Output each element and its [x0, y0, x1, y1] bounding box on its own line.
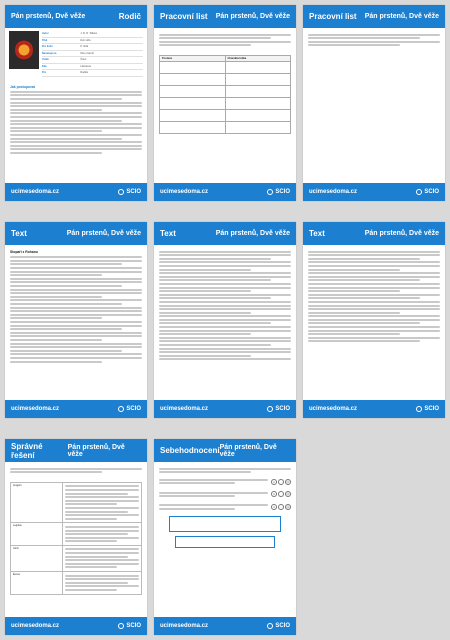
- smile-icon[interactable]: ☺: [272, 479, 276, 484]
- footer-site[interactable]: ucimesedoma.cz: [160, 189, 209, 195]
- section-heading: Jak postupovat: [10, 84, 35, 89]
- page-header: [303, 5, 445, 28]
- page-spravne-reseni: [5, 439, 147, 635]
- page-header-title: Pán prstenů, Dvě věže: [219, 443, 277, 458]
- smile-icon[interactable]: ☺: [272, 492, 276, 497]
- scio-logo: SCIO: [118, 189, 141, 195]
- page-body: [303, 28, 445, 52]
- page-body: [5, 462, 147, 479]
- rodic-row: Vztah Čtení: [42, 57, 143, 64]
- page-header: [303, 222, 445, 245]
- footer-site[interactable]: ucimesedoma.cz: [11, 623, 60, 629]
- page-body: [154, 28, 296, 52]
- neutral-icon[interactable]: ·: [278, 479, 284, 485]
- page-footer: [5, 183, 147, 201]
- page-sebehodnoceni: [154, 439, 296, 635]
- page-footer: [5, 617, 147, 635]
- table-row[interactable]: [160, 97, 290, 109]
- footer-site[interactable]: ucimesedoma.cz: [309, 189, 358, 195]
- scio-logo: SCIO: [267, 406, 290, 412]
- logo-icon: [118, 623, 124, 629]
- page-header: [5, 5, 147, 28]
- answers-table: [10, 482, 142, 595]
- footer-site[interactable]: ucimesedoma.cz: [160, 623, 209, 629]
- character-name: Éomer: [11, 572, 63, 594]
- page-header: [154, 222, 296, 245]
- page-text-1: [5, 222, 147, 418]
- table-row: [11, 483, 141, 523]
- page-footer: [154, 183, 296, 201]
- answer-box[interactable]: [169, 516, 281, 532]
- logo-icon: [118, 189, 124, 195]
- page-header-label: Text: [11, 229, 27, 238]
- page-header-title: Pán prstenů, Dvě věže: [66, 230, 141, 237]
- page-header-title: Pán prstenů, Dvě věže: [11, 13, 86, 20]
- column-header: Charakteristika: [227, 56, 247, 60]
- table-row[interactable]: [160, 73, 290, 85]
- table-row[interactable]: [160, 121, 290, 133]
- page-header-title: Pán prstenů, Dvě věže: [215, 230, 290, 237]
- page-body: [154, 462, 296, 555]
- rating-faces[interactable]: [271, 479, 291, 485]
- rodic-table: [42, 31, 143, 77]
- scio-logo: SCIO: [416, 189, 439, 195]
- table-row[interactable]: [160, 109, 290, 121]
- scio-logo: SCIO: [118, 623, 141, 629]
- character-table: [159, 55, 291, 134]
- footer-site[interactable]: ucimesedoma.cz: [160, 406, 209, 412]
- page-footer: [154, 400, 296, 418]
- frown-icon[interactable]: ☹: [286, 492, 290, 497]
- page-footer: [303, 183, 445, 201]
- page-body: [5, 80, 147, 160]
- logo-icon: [118, 406, 124, 412]
- page-text-2: [154, 222, 296, 418]
- eval-item: [159, 477, 291, 486]
- scio-logo: SCIO: [267, 623, 290, 629]
- rating-faces[interactable]: [271, 504, 291, 510]
- page-header: [5, 222, 147, 245]
- table-row: [11, 522, 141, 545]
- page-header-label: Rodič: [118, 12, 141, 21]
- section-heading: Stopaři z Rohanu: [10, 250, 38, 254]
- page-text-3: [303, 222, 445, 418]
- table-row: [11, 545, 141, 571]
- logo-icon: [416, 406, 422, 412]
- page-header: [154, 439, 296, 462]
- page-footer: [5, 400, 147, 418]
- page-footer: [154, 617, 296, 635]
- page-header-label: Pracovní list: [309, 12, 357, 21]
- table-row[interactable]: [160, 61, 290, 73]
- footer-site[interactable]: ucimesedoma.cz: [11, 406, 60, 412]
- frown-icon[interactable]: ☹: [286, 479, 290, 484]
- smile-icon[interactable]: ☺: [272, 505, 276, 510]
- table-header: [160, 56, 290, 61]
- scio-logo: SCIO: [416, 406, 439, 412]
- logo-icon: [267, 623, 273, 629]
- rating-faces[interactable]: [271, 491, 291, 497]
- page-header-title: Pán prstenů, Dvě věže: [215, 13, 290, 20]
- page-header-title: Pán prstenů, Dvě věže: [364, 230, 439, 237]
- page-pracovni-list-1: [154, 5, 296, 201]
- answer-box-small[interactable]: [175, 536, 275, 548]
- character-name: Gimli: [11, 546, 63, 571]
- column-header: Postava: [160, 56, 226, 61]
- table-row[interactable]: [160, 85, 290, 97]
- rodic-row: Pro Rodiče: [42, 70, 143, 77]
- page-body: [303, 245, 445, 348]
- page-header: [5, 439, 147, 462]
- footer-site[interactable]: ucimesedoma.cz: [11, 189, 60, 195]
- page-body: [5, 245, 147, 368]
- book-cover-image: [9, 31, 39, 69]
- scio-logo: SCIO: [118, 406, 141, 412]
- page-header-label: Sebehodnocení: [160, 446, 220, 455]
- page-header-label: Text: [309, 229, 325, 238]
- footer-site[interactable]: ucimesedoma.cz: [309, 406, 358, 412]
- page-footer: [303, 400, 445, 418]
- logo-icon: [267, 406, 273, 412]
- scio-logo: SCIO: [267, 189, 290, 195]
- page-header-label: Text: [160, 229, 176, 238]
- page-header: [154, 5, 296, 28]
- eval-item: [159, 503, 291, 512]
- frown-icon[interactable]: ☹: [286, 505, 290, 510]
- table-row: [11, 571, 141, 594]
- character-name: Legolas: [11, 523, 63, 545]
- neutral-icon[interactable]: ·: [278, 491, 284, 497]
- logo-icon: [416, 189, 422, 195]
- page-header-label: Pracovní list: [160, 12, 208, 21]
- neutral-icon[interactable]: ·: [278, 504, 284, 510]
- character-name: Aragorn: [11, 483, 63, 523]
- page-body: [154, 245, 296, 366]
- rodic-row: Pro koho 8. třída: [42, 44, 143, 51]
- eval-item: [159, 490, 291, 499]
- page-header-label: Správné řešení: [11, 441, 43, 460]
- page-header-title: Pán prstenů, Dvě věže: [67, 443, 125, 458]
- rodic-info: [5, 28, 147, 80]
- logo-icon: [267, 189, 273, 195]
- rodic-row: Titul Dvě věže: [42, 38, 143, 45]
- rodic-row: Navazuje na Pán prstenů: [42, 51, 143, 58]
- page-rodic: [5, 5, 147, 201]
- page-header-title: Pán prstenů, Dvě věže: [364, 13, 439, 20]
- rodic-row: Autor J. R. R. Tolkien: [42, 31, 143, 38]
- rodic-row: Kde Literatura: [42, 64, 143, 71]
- page-pracovni-list-2: [303, 5, 445, 201]
